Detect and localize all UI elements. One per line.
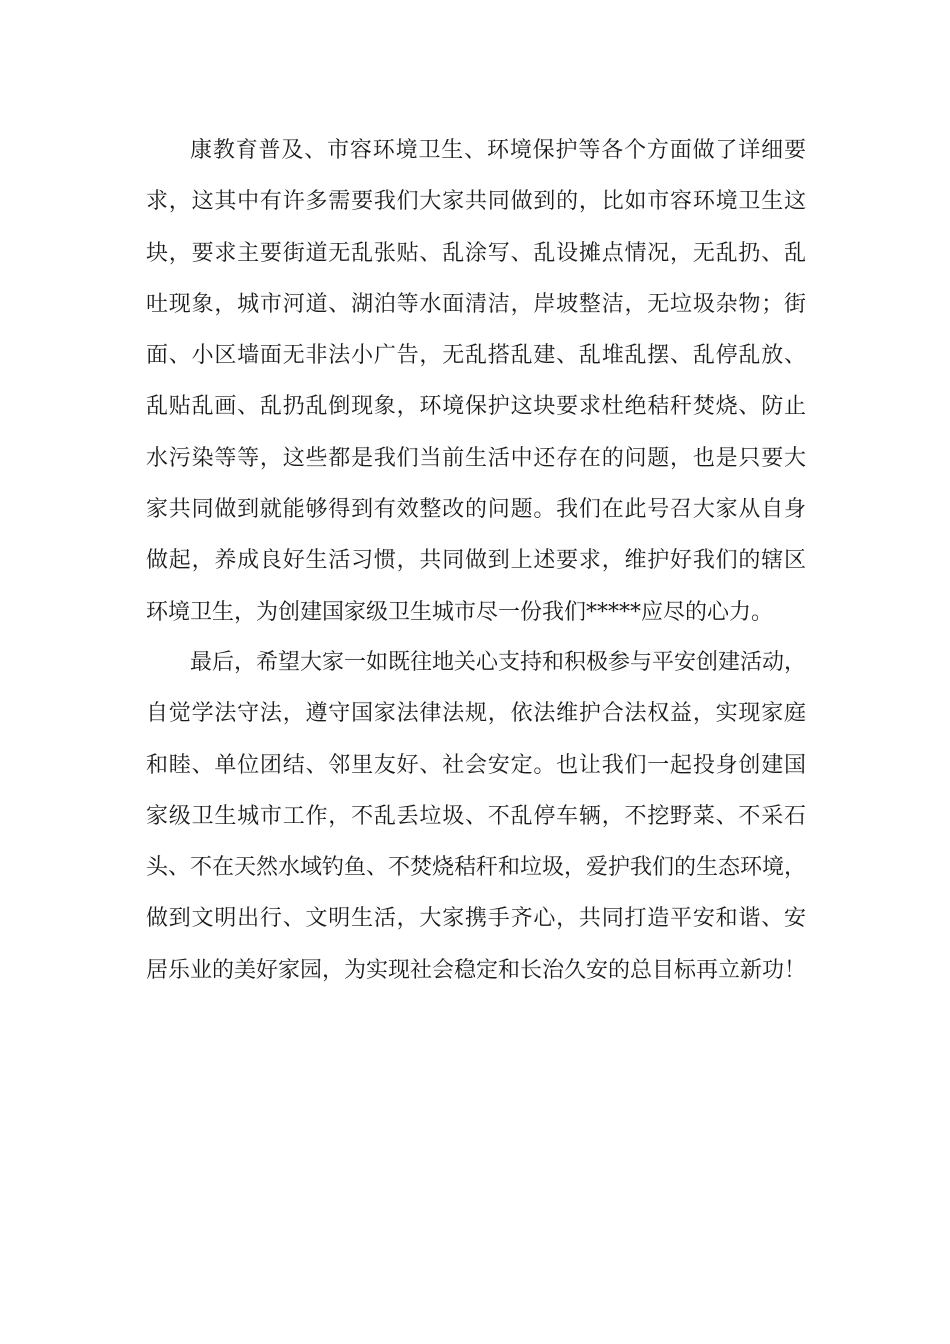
text-line: 块，要求主要街道无乱张贴、乱涂写、乱设摊点情况，无乱扔、乱: [146, 240, 806, 266]
body-paragraph-2: [146, 637, 806, 996]
body-paragraph-1: [146, 125, 806, 638]
text-line: 面、小区墙面无非法小广告，无乱搭乱建、乱堆乱摆、乱停乱放、: [146, 343, 806, 369]
text-line: 求，这其中有许多需要我们大家共同做到的，比如市容环境卫生这: [146, 189, 806, 215]
text-line: 最后，希望大家一如既往地关心支持和积极参与平安创建活动，: [190, 650, 807, 675]
text-line: 居乐业的美好家园，为实现社会稳定和长治久安的总目标再立新功！: [146, 957, 807, 983]
text-line: 水污染等等，这些都是我们当前生活中还存在的问题，也是只要大: [146, 445, 806, 471]
text-line: 环境卫生，为创建国家级卫生城市尽一份我们*****应尽的心力。: [146, 599, 774, 625]
text-line: 家级卫生城市工作，不乱丢垃圾、不乱停车辆，不挖野菜、不采石: [146, 803, 806, 829]
text-line: 做到文明出行、文明生活，大家携手齐心，共同打造平安和谐、安: [146, 906, 806, 932]
text-line: 康教育普及、市容环境卫生、环境保护等各个方面做了详细要: [190, 138, 806, 163]
text-line: 和睦、单位团结、邻里友好、社会安定。也让我们一起投身创建国: [146, 752, 806, 778]
text-line: 乱贴乱画、乱扔乱倒现象，环境保护这块要求杜绝秸秆焚烧、防止: [146, 394, 806, 420]
text-line: 做起，养成良好生活习惯，共同做到上述要求，维护好我们的辖区: [146, 548, 806, 574]
text-line: 头、不在天然水域钓鱼、不焚烧秸秆和垃圾，爱护我们的生态环境，: [146, 855, 807, 881]
text-line: 吐现象，城市河道、湖泊等水面清洁，岸坡整洁，无垃圾杂物；街: [146, 291, 806, 317]
text-line: 家共同做到就能够得到有效整改的问题。我们在此号召大家从自身: [146, 497, 806, 523]
text-line: 自觉学法守法，遵守国家法律法规，依法维护合法权益，实现家庭: [146, 701, 806, 727]
